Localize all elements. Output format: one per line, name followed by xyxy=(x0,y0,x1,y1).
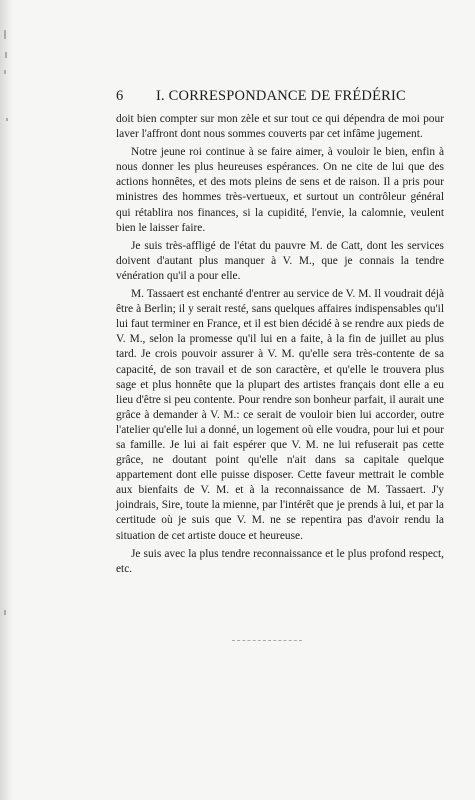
paragraph: M. Tassaert est enchanté d'entrer au service de V. M. Il voudrait déjà être à Berlin; il y serait resté, sans quelques affaires indispensables qu'il lui faut terminer en France, et il est bien décidé à se rendre aux pieds de V. M., selon la promesse qu'il lui en a faite, à la fin de juillet au plus tard. Je crois pouvoir assurer à V. M. qu'elle sera très-contente de sa capacité, de son travail et de son caractère, et qu'elle le trouvera plus sage et plus honnête que la plupart des artistes français dont elle a eu lieu d'être si peu contente. Pour rendre son bonheur parfait, il aurait une grâce à demander à V. M.: ce serait de vouloir bien lui accorder, outre l'atelier qu'elle lui a donné, un logement où elle voudra, pour lui et pour sa famille. Je lui ai fait espérer que V. M. ne lui refuserait pas cette grâce, ne doutant point qu'elle n'ait dans sa capitale quelque appartement dont elle puisse disposer. Cette faveur mettrait le comble aux bienfaits de V. M. et à la reconnaissance de M. Tassaert. J'y joindrais, Sire, toute la mienne, par l'intérêt que je prends à lui, et par la certitude où je suis que V. M. ne se repentira pas d'avoir rendu la situation de cet artiste douce et heureuse. xyxy=(116,288,444,542)
paragraph-closing: Je suis avec la plus tendre reconnaissance et le plus profond respect, etc. xyxy=(116,547,444,575)
paragraph: Je suis très-affligé de l'état du pauvre M. de Catt, dont les services doivent d'autant plus manquer à V. M., que je connais la tendre vénération qu'il a pour elle. xyxy=(116,239,444,282)
paragraph: Notre jeune roi continue à se faire aimer, à vouloir le bien, enfin à nous donner les plus heureuses espérances. On ne cite de lui que des actions honnêtes, et des mots pleins de sens et de raison. Il a pris pour ministres des hommes très-vertueux, et surtout un contrôleur général qui rétablira nos finances, si la cupidité, l'envie, la calomnie, veulent bien le laisser faire. xyxy=(116,146,444,234)
scan-speck xyxy=(4,70,6,74)
scan-speck xyxy=(6,118,8,121)
running-head: I. CORRESPONDANCE DE FRÉDÉRIC xyxy=(156,88,406,104)
page-number: 6 xyxy=(116,88,124,104)
section-end-rule xyxy=(232,640,302,641)
scan-speck xyxy=(4,610,6,615)
scan-speck xyxy=(5,52,7,58)
page-header xyxy=(116,88,432,108)
paragraph-continuation: doit bien compter sur mon zèle et sur tout ce qui dépendra de moi pour laver l'affront dont nous sommes couverts par cet infâme jugement. xyxy=(116,113,444,141)
letter-body xyxy=(116,112,444,580)
scan-speck xyxy=(4,30,6,39)
